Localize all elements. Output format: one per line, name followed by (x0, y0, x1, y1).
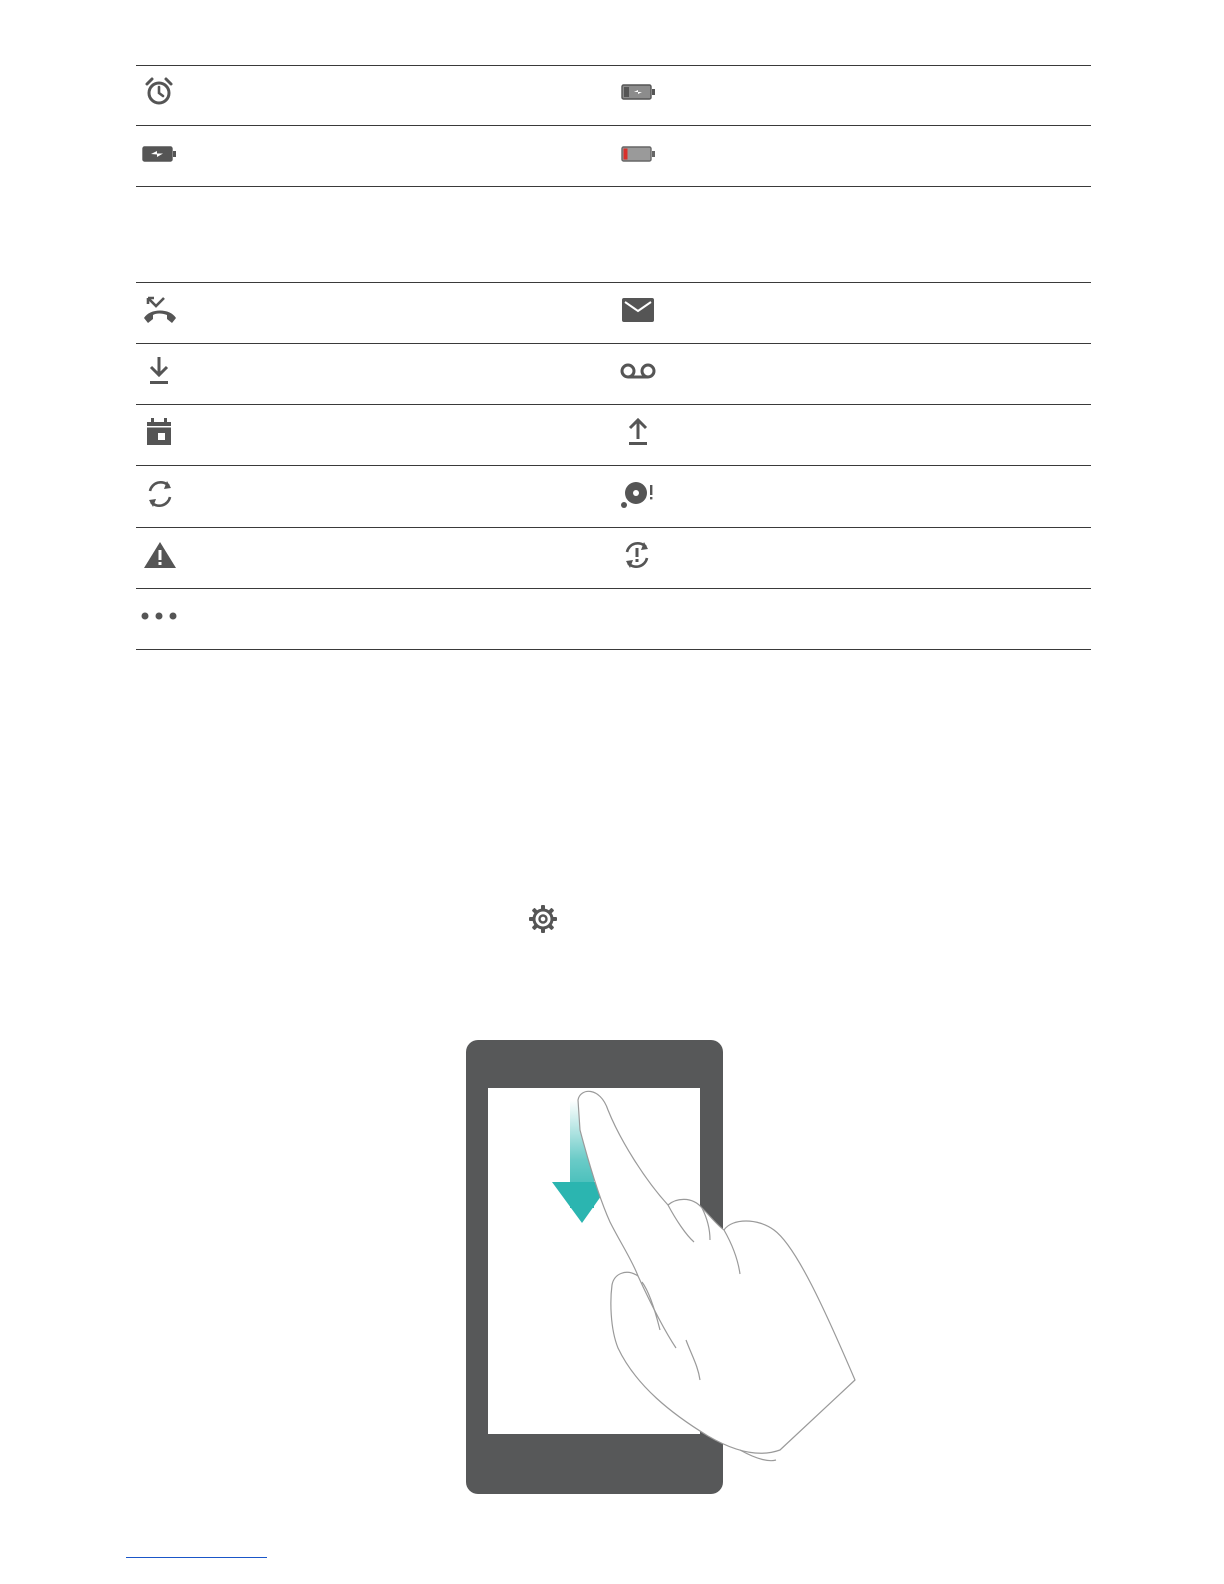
new-email-icon (622, 298, 654, 322)
battery-charging-low-icon (621, 83, 657, 101)
gear-icon (528, 904, 558, 934)
table-rule (136, 282, 1091, 283)
table-rule (136, 649, 1091, 650)
footnote-link-rule (126, 1557, 267, 1558)
alarm-clock-icon (143, 76, 175, 108)
sync-failed-icon (622, 540, 652, 570)
missed-call-icon (142, 294, 180, 326)
table-rule (136, 404, 1091, 405)
upload-icon (627, 417, 649, 447)
phone-swipe-graphic (440, 1030, 870, 1510)
download-icon (148, 356, 170, 386)
sync-icon (145, 479, 175, 509)
table-rule (136, 125, 1091, 126)
more-notifications-icon (140, 610, 180, 622)
voicemail-icon (620, 362, 656, 380)
storage-full-icon (620, 480, 656, 510)
battery-low-icon (621, 145, 657, 163)
table-rule (136, 186, 1091, 187)
table-rule (136, 65, 1091, 66)
table-rule (136, 343, 1091, 344)
table-rule (136, 527, 1091, 528)
battery-charging-icon (142, 145, 178, 163)
calendar-event-icon (146, 418, 172, 446)
table-rule (136, 588, 1091, 589)
swipe-down-illustration (440, 1030, 870, 1510)
table-rule (136, 465, 1091, 466)
warning-icon (143, 541, 177, 569)
